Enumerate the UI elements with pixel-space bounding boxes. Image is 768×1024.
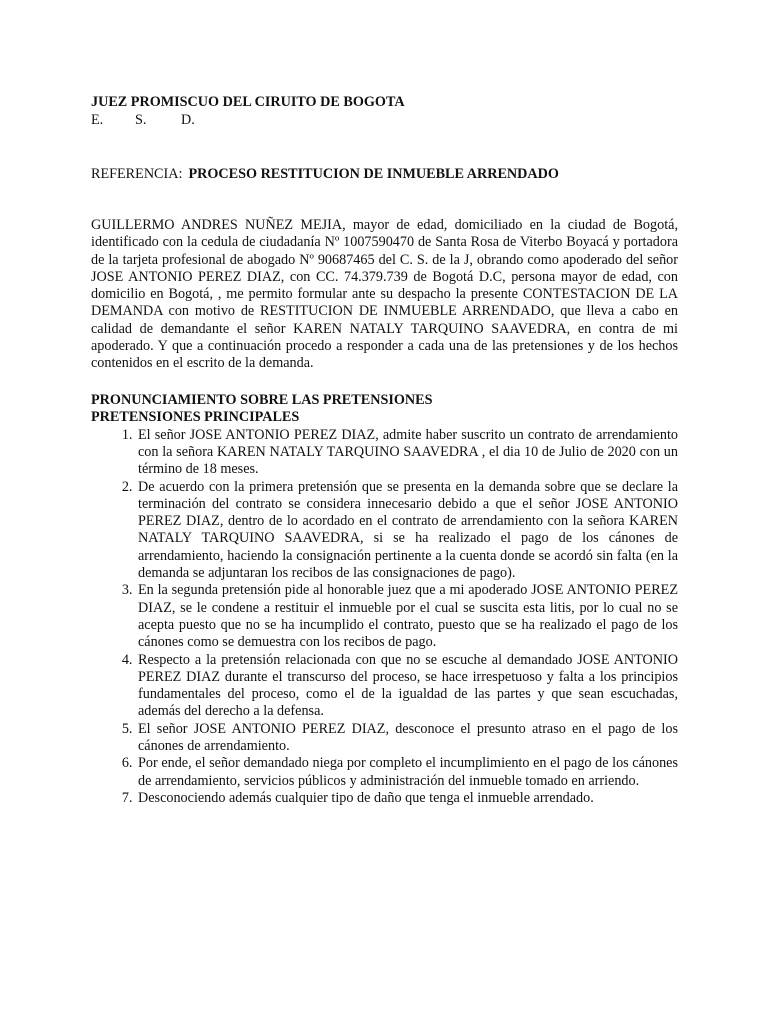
list-item: 5. El señor JOSE ANTONIO PEREZ DIAZ, desconoce el presunto atraso en el pago de los cánones de arrendamiento. xyxy=(136,721,678,756)
list-item: 6. Por ende, el señor demandado niega por completo el incumplimiento en el pago de los cánones de arrendamiento, servicios públicos y administración del inmueble tomado en arriendo. xyxy=(136,755,678,790)
reference-label: REFERENCIA: xyxy=(91,166,183,182)
section-subtitle: PRETENSIONES PRINCIPALES xyxy=(91,409,300,426)
reference-value: PROCESO RESTITUCION DE INMUEBLE ARRENDADO xyxy=(188,166,559,182)
list-item: 7. Desconociendo además cualquier tipo de daño que tenga el inmueble arrendado. xyxy=(136,790,678,807)
list-item: 1. El señor JOSE ANTONIO PEREZ DIAZ, admite haber suscrito un contrato de arrendamiento con la señora KAREN NATALY TARQUINO SAAVEDRA , el dia 10 de Julio de 2020 con un término de 18 meses. xyxy=(136,427,678,479)
esd-s: S. xyxy=(135,112,147,128)
intro-paragraph: GUILLERMO ANDRES NUÑEZ MEJIA, mayor de edad, domiciliado en la ciudad de Bogotá, identificado con la cedula de ciudadanía Nº 1007590470 de Santa Rosa de Viterbo Boyacá y portadora de la tarjeta profesional de abogado Nº 90687465 del C. S. de la J, obrando como apoderado del señor JOSE ANTONIO PEREZ DIAZ, con CC. 74.379.739 de Bogotá D.C, persona mayor de edad, con domicilio en Bogotá, , me permito formular ante su despacho la presente CONTESTACION DE LA DEMANDA con motivo de RESTITUCION DE INMUEBLE ARRENDADO, que lleva a cabo en calidad de demandante el señor KAREN NATALY TARQUINO SAAVEDRA, en contra de mi apoderado. Y que a continuación procedo a responder a cada una de las pretensiones y de los hechos contenidos en el escrito de la demanda. xyxy=(91,217,678,372)
esd-d: D. xyxy=(181,112,195,128)
list-item: 4. Respecto a la pretensión relacionada con que no se escuche al demandado JOSE ANTONIO PEREZ DIAZ durante el transcurso del proceso, se hace irrespetuoso y falta a los principios fundamentales del proceso, como el de la igualdad de las partes y que sean escuchadas, además del derecho a la defensa. xyxy=(136,652,678,721)
list-item: 2. De acuerdo con la primera pretensión que se presenta en la demanda sobre que se declare la terminación del contrato se considera innecesario debido a que el señor JOSE ANTONIO PEREZ DIAZ, dentro de lo acordado en el contrato de arrendamiento con la señora KAREN NATALY TARQUINO SAAVEDRA, si se ha realizado el pago de los cánones de arrendamiento, haciendo la consignación pertinente a la cuenta donde se acordó sin falta (en la demanda se adjuntaran los recibos de las consignaciones de pago). xyxy=(136,479,678,583)
addressee-heading: JUEZ PROMISCUO DEL CIRUITO DE BOGOTA xyxy=(91,94,405,110)
section-title: PRONUNCIAMIENTO SOBRE LAS PRETENSIONES xyxy=(91,391,433,408)
list-item: 3. En la segunda pretensión pide al honorable juez que a mi apoderado JOSE ANTONIO PEREZ DIAZ, se le condene a restituir el inmueble por el cual se suscita esta litis, por lo cual no se acepta puesto que no se ha incumplido el contrato, puesto que se ha realizado el pago de los cánones como se demuestra con los recibos de pago. xyxy=(136,582,678,651)
claims-list xyxy=(91,427,678,808)
esd-e: E. xyxy=(91,112,104,128)
reference-line xyxy=(91,165,678,183)
document-page xyxy=(91,93,678,807)
esd-line xyxy=(91,111,678,129)
